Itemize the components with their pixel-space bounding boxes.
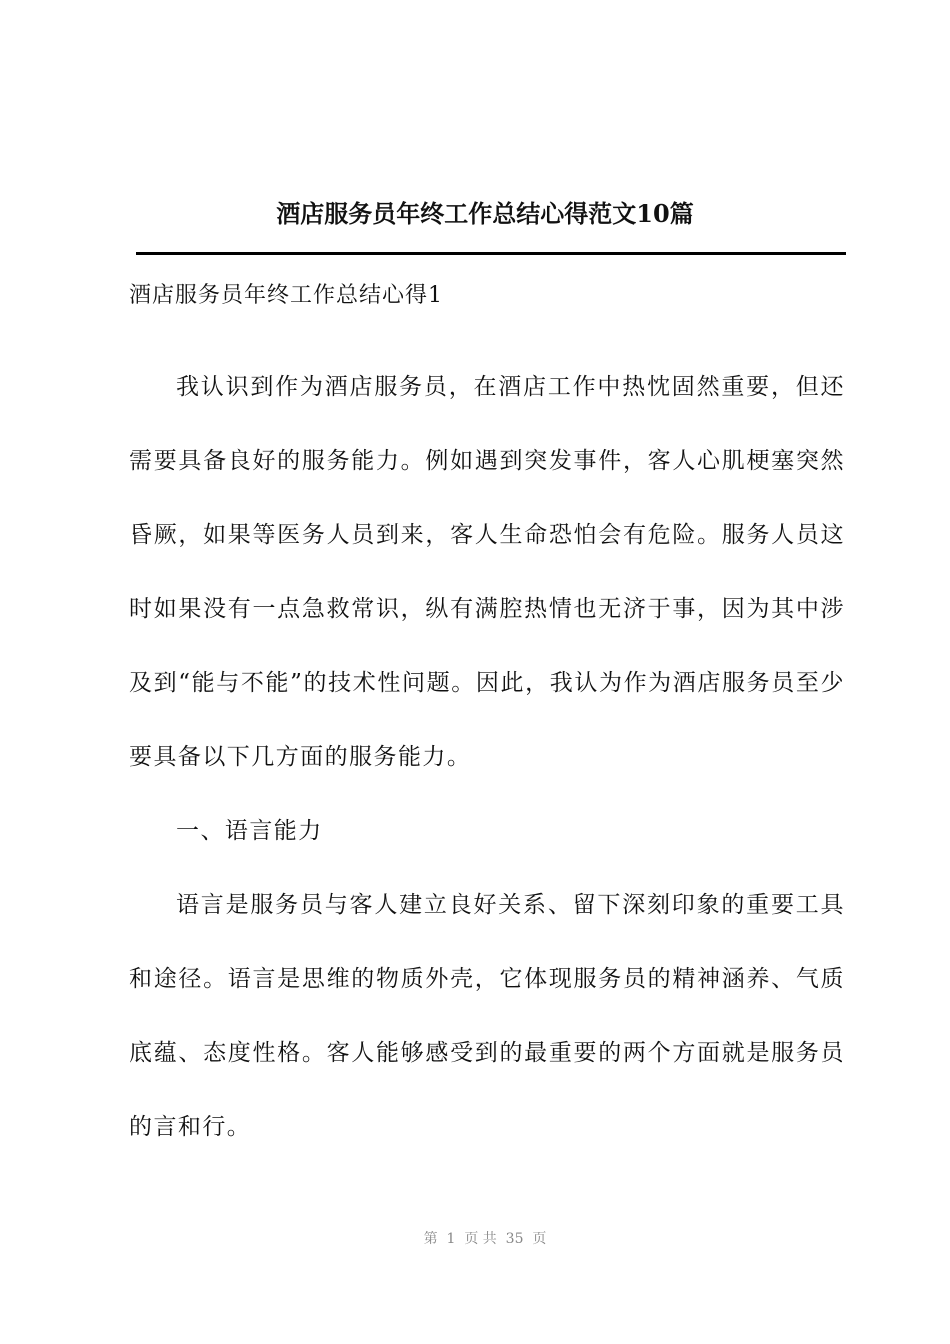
document-body (129, 278, 845, 1164)
paragraph-language: 语言是服务员与客人建立良好关系、留下深刻印象的重要工具和途径。语言是思维的物质外壳，它体现服务员的精神涵养、气质底蕴、态度性格。客人能够感受到的最重要的两个方面就是服务员的言和行。 (129, 892, 845, 1140)
subsection-heading-language: 一、语言能力 (176, 818, 323, 844)
document-title: 酒店服务员年终工作总结心得范文10篇 (276, 199, 694, 228)
page-footer: 第 1 页 共 35 页 (423, 1231, 547, 1247)
section-heading: 酒店服务员年终工作总结心得1 (129, 283, 443, 308)
paragraph-intro: 我认识到作为酒店服务员，在酒店工作中热忱固然重要，但还需要具备良好的服务能力。例如遇到突发事件，客人心肌梗塞突然昏厥，如果等医务人员到来，客人生命恐怕会有危险。服务人员这时如果没有一点急救常识，纵有满腔热情也无济于事，因为其中涉及到“能与不能”的技术性问题。因此，我认为作为酒店服务员至少要具备以下几方面的服务能力。 (129, 374, 845, 770)
title-divider (136, 252, 846, 255)
